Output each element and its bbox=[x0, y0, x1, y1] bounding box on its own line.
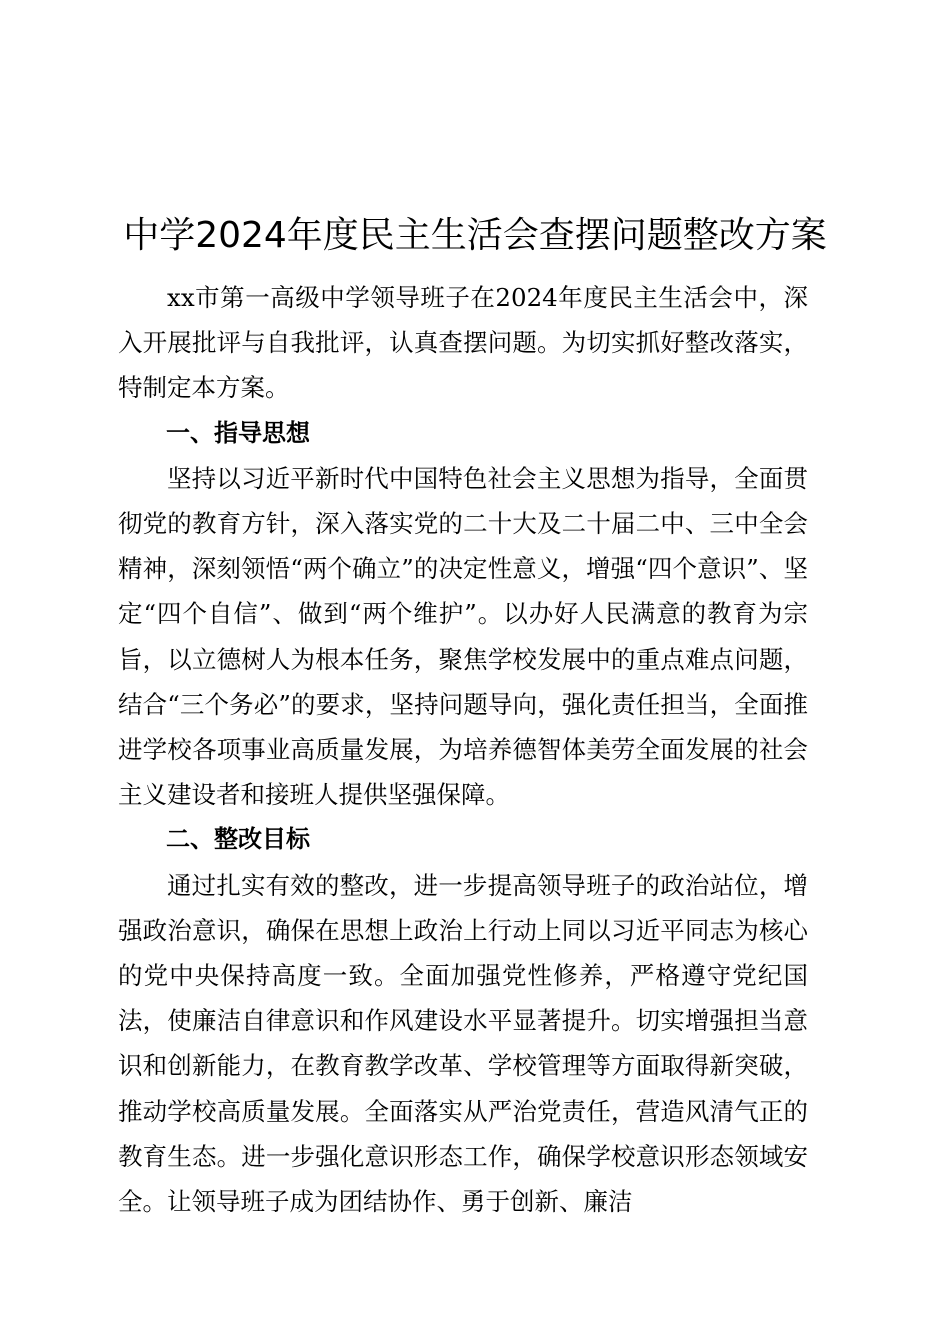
document-body bbox=[118, 275, 808, 1224]
intro-paragraph: xx市第一高级中学领导班子在2024年度民主生活会中，深入开展批评与自我批评，认真查摆问题。为切实抓好整改落实，特制定本方案。 bbox=[118, 283, 808, 403]
section-paragraph-guiding-ideology: 坚持以习近平新时代中国特色社会主义思想为指导，全面贯彻党的教育方针，深入落实党的二十大及二十届二中、三中全会精神，深刻领悟“两个确立”的决定性意义，增强“四个意识”、坚定“四个自信”、做到“两个维护”。以办好人民满意的教育为宗旨，以立德树人为根本任务，聚焦学校发展中的重点难点问题，结合“三个务必”的要求，坚持问题导向，强化责任担当，全面推进学校各项事业高质量发展，为培养德智体美劳全面发展的社会主义建设者和接班人提供坚强保障。 bbox=[118, 463, 808, 810]
section-heading-guiding-ideology: 一、指导思想 bbox=[166, 418, 310, 447]
section-heading-rectification-goals: 二、整改目标 bbox=[166, 825, 310, 854]
document-title: 中学2024年度民主生活会查摆问题整改方案 bbox=[123, 215, 827, 256]
section-paragraph-rectification-goals: 通过扎实有效的整改，进一步提高领导班子的政治站位，增强政治意识，确保在思想上政治上行动上同以习近平同志为核心的党中央保持高度一致。全面加强党性修养，严格遵守党纪国法，使廉洁自律意识和作风建设水平显著提升。切实增强担当意识和创新能力，在教育教学改革、学校管理等方面取得新突破，推动学校高质量发展。全面落实从严治党责任，营造风清气正的教育生态。进一步强化意识形态工作，确保学校意识形态领域安全。让领导班子成为团结协作、勇于创新、廉洁 bbox=[118, 870, 808, 1217]
